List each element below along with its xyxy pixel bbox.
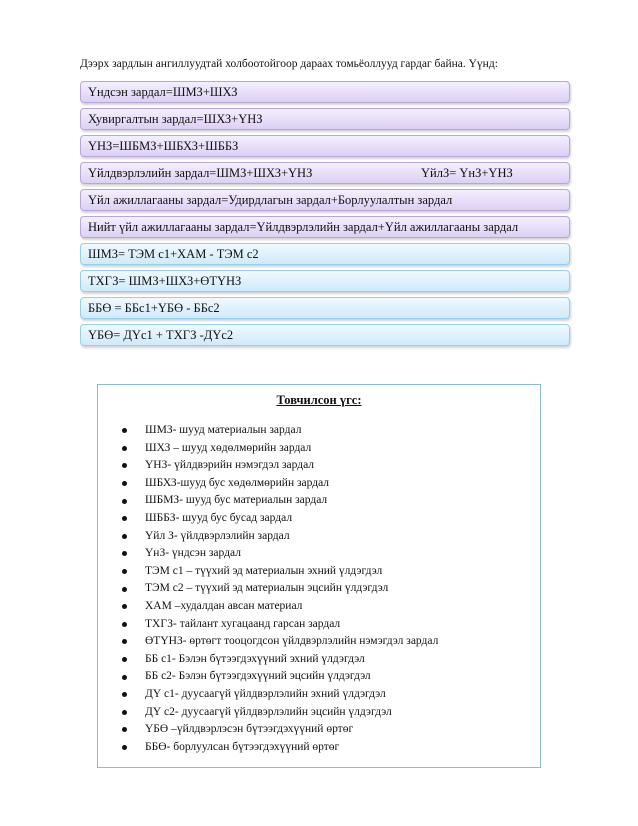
bullet-icon xyxy=(122,657,127,662)
list-item xyxy=(122,686,438,704)
formula-text: ШМЗ= ТЭМ с1+ХАМ - ТЭМ с2 xyxy=(88,246,259,261)
bullet-icon xyxy=(122,639,127,644)
list-item-text: ШМЗ- шууд материалын зардал xyxy=(145,424,302,436)
bullet-icon xyxy=(122,692,127,697)
list-item xyxy=(122,563,438,581)
list-item xyxy=(122,475,438,493)
formula-bar xyxy=(80,189,570,211)
formula-text: ТХГЗ= ШМЗ+ШХЗ+ӨТҮНЗ xyxy=(88,273,242,288)
formula-list xyxy=(80,81,570,351)
formula-text: ҮНЗ=ШБМЗ+ШБХЗ+ШББЗ xyxy=(88,138,239,153)
list-item xyxy=(122,633,438,651)
list-item xyxy=(122,528,438,546)
formula-bar xyxy=(80,162,570,184)
abbreviations-list xyxy=(122,422,438,756)
intro-paragraph: Дээрх зардлын ангиллуудтай холбоотойгоор дараах томьёоллууд гардаг байна. Үүнд: xyxy=(80,58,498,70)
list-item xyxy=(122,440,438,458)
formula-text: Үндсэн зардал=ШМЗ+ШХЗ xyxy=(88,84,238,99)
bullet-icon xyxy=(122,727,127,732)
formula-extra-text: ҮйлЗ= ҮнЗ+ҮНЗ xyxy=(421,165,513,180)
bullet-icon xyxy=(122,587,127,592)
list-item-text: ДҮ с1- дуусаагүй үйлдвэрлэлийн эхний үлдэгдэл xyxy=(145,687,386,700)
formula-text: Үйл ажиллагааны зардал=Удирдлагын зардал+Борлуулалтын зардал xyxy=(88,192,453,207)
formula-bar xyxy=(80,135,570,157)
bullet-icon xyxy=(122,499,127,504)
list-item xyxy=(122,651,438,669)
bullet-icon xyxy=(122,710,127,715)
list-item xyxy=(122,739,438,757)
formula-bar xyxy=(80,324,570,346)
list-item-text: ХАМ –худалдан авсан материал xyxy=(145,599,303,612)
list-item xyxy=(122,422,438,440)
list-item xyxy=(122,457,438,475)
formula-text: ББӨ = ББс1+ҮБӨ - ББс2 xyxy=(88,300,220,315)
list-item-text: ШББЗ- шууд бус бусад зардал xyxy=(145,511,293,524)
formula-bar xyxy=(80,270,570,292)
bullet-icon xyxy=(122,551,127,556)
bullet-icon xyxy=(122,463,127,468)
list-item xyxy=(122,616,438,634)
bullet-icon xyxy=(122,675,127,680)
bullet-icon xyxy=(122,604,127,609)
list-item-text: ТЭМ с2 – түүхий эд материалын эцсийн үлдэгдэл xyxy=(145,582,389,595)
formula-text: Хувиргалтын зардал=ШХЗ+ҮНЗ xyxy=(88,111,263,126)
list-item-text: ББӨ- борлуулсан бүтээгдэхүүний өртөг xyxy=(145,740,340,753)
list-item xyxy=(122,668,438,686)
list-item-text: ҮНЗ- үйлдвэрийн нэмэгдэл зардал xyxy=(145,459,315,472)
formula-bar xyxy=(80,216,570,238)
list-item-text: ҮнЗ- үндсэн зардал xyxy=(145,547,241,560)
list-item-text: ҮБӨ –үйлдвэрлэсэн бүтээгдэхүүний өртөг xyxy=(145,723,354,736)
formula-bar xyxy=(80,297,570,319)
list-item-text: ШХЗ – шууд хөдөлмөрийн зардал xyxy=(145,441,312,454)
list-item-text: ББ с2- Бэлэн бүтээгдэхүүний эцсийн үлдэгдэл xyxy=(145,670,371,683)
bullet-icon xyxy=(122,534,127,539)
abbreviations-box xyxy=(97,384,541,768)
formula-text: ҮБӨ= ДҮс1 + ТХГЗ -ДҮс2 xyxy=(88,327,234,342)
list-item-text: ШБХЗ-шууд бус хөдөлмөрийн зардал xyxy=(145,476,330,489)
formula-bar xyxy=(80,108,570,130)
list-item-text: ББ с1- Бэлэн бүтээгдэхүүний эхний үлдэгдэл xyxy=(145,652,365,665)
list-item-text: ДҮ с2- дуусаагүй үйлдвэрлэлийн эцсийн үлдэгдэл xyxy=(145,705,392,718)
list-item-text: ШБМЗ- шууд бус материалын зардал xyxy=(145,494,328,507)
bullet-icon xyxy=(122,481,127,486)
list-item-text: ТЭМ с1 – түүхий эд материалын эхний үлдэгдэл xyxy=(145,564,383,577)
list-item xyxy=(122,721,438,739)
bullet-icon xyxy=(122,516,127,521)
list-item xyxy=(122,545,438,563)
list-item-text: Үйл З- үйлдвэрлэлийн зардал xyxy=(145,529,290,542)
list-item xyxy=(122,510,438,528)
formula-bar xyxy=(80,243,570,265)
bullet-icon xyxy=(122,569,127,574)
list-item-text: ӨТҮНЗ- өртөгт тооцогдсон үйлдвэрлэлийн нэмэгдэл зардал xyxy=(145,635,439,648)
list-item xyxy=(122,492,438,510)
bullet-icon xyxy=(122,446,127,451)
list-item xyxy=(122,580,438,598)
list-item xyxy=(122,704,438,722)
formula-text: Нийт үйл ажиллагааны зардал=Үйлдвэрлэлийн зардал+Үйл ажиллагааны зардал xyxy=(88,219,519,234)
list-item-text: ТХГЗ- тайлант хугацаанд гарсан зардал xyxy=(145,617,341,630)
bullet-icon xyxy=(122,745,127,750)
formula-bar xyxy=(80,81,570,103)
bullet-icon xyxy=(122,428,127,433)
bullet-icon xyxy=(122,622,127,627)
list-item xyxy=(122,598,438,616)
abbreviations-title: Товчилсон үгс: xyxy=(276,393,362,407)
formula-text: Үйлдвэрлэлийн зардал=ШМЗ+ШХЗ+ҮНЗ xyxy=(88,165,313,180)
